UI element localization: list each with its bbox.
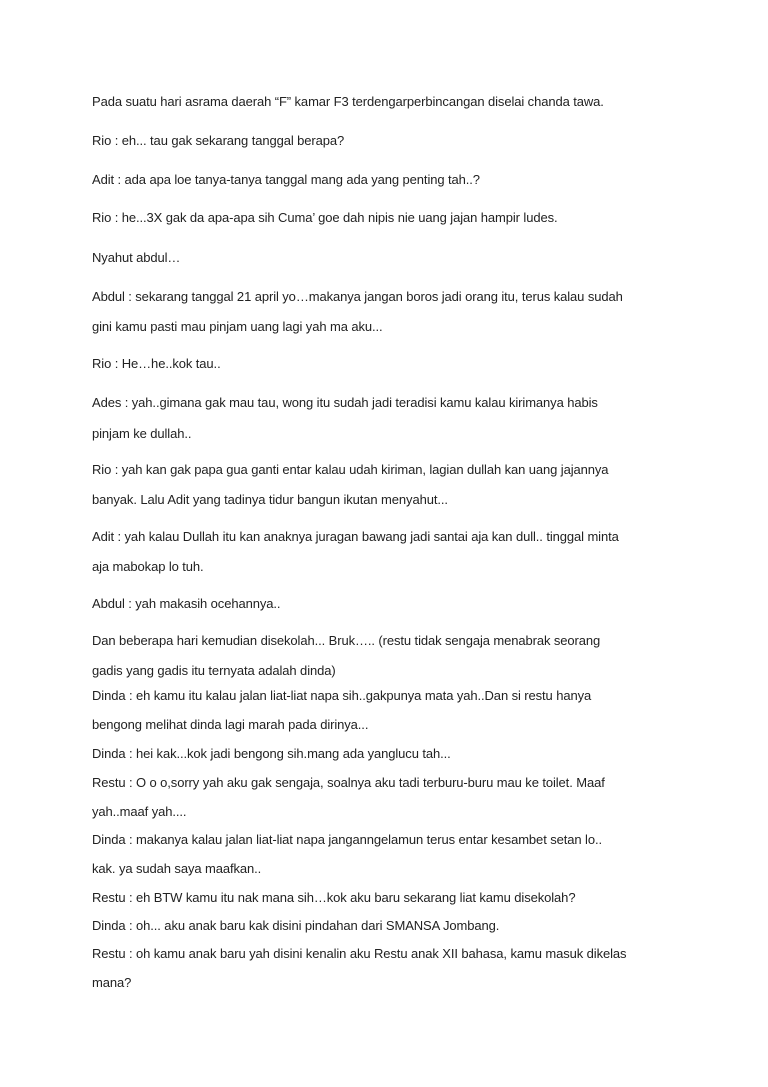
- paragraph-line: pinjam ke dullah..: [92, 426, 192, 441]
- paragraph-line: Nyahut abdul…: [92, 250, 181, 265]
- paragraph-line: yah..maaf yah....: [92, 804, 187, 819]
- paragraph-line: Rio : yah kan gak papa gua ganti entar kalau udah kiriman, lagian dullah kan uang jajannya: [92, 462, 609, 477]
- paragraph-line: aja mabokap lo tuh.: [92, 559, 204, 574]
- paragraph-line: bengong melihat dinda lagi marah pada dirinya...: [92, 717, 369, 732]
- paragraph-line: Dinda : hei kak...kok jadi bengong sih.mang ada yanglucu tah...: [92, 746, 451, 761]
- paragraph-line: Abdul : yah makasih ocehannya..: [92, 596, 281, 611]
- paragraph-line: Dinda : makanya kalau jalan liat-liat napa janganngelamun terus entar kesambet setan lo..: [92, 832, 602, 847]
- paragraph-line: Dan beberapa hari kemudian disekolah... Bruk….. (restu tidak sengaja menabrak seorang: [92, 633, 601, 648]
- paragraph-line: Adit : yah kalau Dullah itu kan anaknya juragan bawang jadi santai aja kan dull.. tinggal minta: [92, 529, 619, 544]
- paragraph-line: Rio : He…he..kok tau..: [92, 356, 221, 371]
- paragraph-line: Restu : oh kamu anak baru yah disini kenalin aku Restu anak XII bahasa, kamu masuk dikelas: [92, 946, 627, 961]
- paragraph-line: gadis yang gadis itu ternyata adalah dinda): [92, 663, 336, 678]
- paragraph-line: Dinda : oh... aku anak baru kak disini pindahan dari SMANSA Jombang.: [92, 918, 500, 933]
- paragraph-line: Rio : he...3X gak da apa-apa sih Cuma’ goe dah nipis nie uang jajan hampir ludes.: [92, 210, 558, 225]
- paragraph-line: kak. ya sudah saya maafkan..: [92, 861, 262, 876]
- paragraph-line: Restu : O o o,sorry yah aku gak sengaja, soalnya aku tadi terburu-buru mau ke toilet. Maaf: [92, 775, 605, 790]
- paragraph-line: Dinda : eh kamu itu kalau jalan liat-liat napa sih..gakpunya mata yah..Dan si restu hanya: [92, 688, 592, 703]
- paragraph-line: Abdul : sekarang tanggal 21 april yo…makanya jangan boros jadi orang itu, terus kalau sudah: [92, 289, 623, 304]
- paragraph-line: banyak. Lalu Adit yang tadinya tidur bangun ikutan menyahut...: [92, 492, 448, 507]
- paragraph-line: Restu : eh BTW kamu itu nak mana sih…kok aku baru sekarang liat kamu disekolah?: [92, 890, 576, 905]
- paragraph-line: Rio : eh... tau gak sekarang tanggal berapa?: [92, 133, 345, 148]
- paragraph-line: Pada suatu hari asrama daerah “F” kamar F3 terdengarperbincangan diselai chanda tawa.: [92, 94, 604, 109]
- paragraph-line: Ades : yah..gimana gak mau tau, wong itu sudah jadi teradisi kamu kalau kirimanya habis: [92, 395, 598, 410]
- paragraph-line: gini kamu pasti mau pinjam uang lagi yah ma aku...: [92, 319, 383, 334]
- paragraph-line: Adit : ada apa loe tanya-tanya tanggal mang ada yang penting tah..?: [92, 172, 480, 187]
- paragraph-line: mana?: [92, 975, 132, 990]
